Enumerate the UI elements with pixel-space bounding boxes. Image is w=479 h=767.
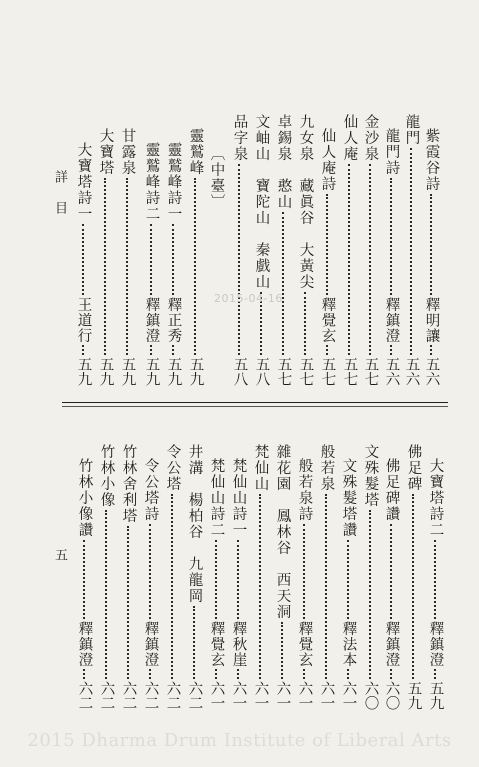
toc-entry: [428, 458, 443, 710]
dot-leader: [82, 224, 84, 295]
toc-entry: [120, 128, 135, 386]
entry-page: 五八: [231, 357, 248, 386]
entry-title: 令公塔詩: [142, 458, 159, 522]
toc-entry: [384, 128, 399, 386]
dot-leader: [326, 345, 328, 355]
page-divider: [62, 402, 448, 403]
dot-leader: [410, 148, 412, 355]
entry-title: 文殊髮塔: [362, 444, 379, 508]
entry-title: 靈鷲峰詩二: [143, 142, 160, 222]
toc-entry: [342, 114, 357, 386]
toc-entry: [253, 444, 268, 710]
dot-leader: [83, 540, 85, 619]
dot-leader: [430, 194, 432, 295]
entry-page: 五九: [187, 357, 204, 386]
entry-page: 五七: [275, 357, 292, 386]
entry-page: 六二: [164, 681, 181, 710]
entry-page: 六〇: [383, 681, 400, 710]
entry-title: 竹林舍利塔: [120, 444, 137, 524]
toc-entry: [254, 114, 269, 386]
entry-title: 梵仙山詩一: [230, 458, 247, 538]
entry-page: 五七: [341, 357, 358, 386]
toc-entry: [320, 128, 335, 386]
entry-title: 令公塔: [164, 444, 181, 492]
dot-leader: [193, 606, 195, 679]
entry-page: 五九: [143, 357, 160, 386]
entry-page: 五九: [97, 357, 114, 386]
entry-title: 仙人庵詩: [319, 128, 336, 192]
toc-entry: [363, 444, 378, 710]
dot-leader: [172, 224, 174, 295]
entry-author: 王道行: [75, 296, 92, 343]
dot-leader: [172, 345, 174, 355]
entry-page: 五七: [362, 357, 379, 386]
entry-title: 般若泉: [318, 444, 335, 492]
entry-author: 釋鎮澄: [76, 620, 93, 667]
dot-leader: [412, 494, 414, 679]
entry-title: 佛足碑: [405, 444, 422, 492]
entry-page: 六二: [76, 681, 93, 710]
entry-title: 龍門: [403, 114, 420, 146]
side-label: 詳目: [52, 170, 67, 232]
dot-leader: [82, 345, 84, 355]
entry-author: 釋鎮澄: [427, 620, 444, 667]
dot-leader: [150, 345, 152, 355]
entry-page: 六一: [230, 681, 247, 710]
entry-author: 釋秋崖: [230, 620, 247, 667]
entry-author: 釋明讓: [423, 296, 440, 343]
entry-title: 竹林小像讚: [76, 458, 93, 538]
dot-leader: [237, 540, 239, 619]
entry-title: 井溝 楊柏谷 九龍岡: [186, 444, 203, 604]
entry-page: 六二: [186, 681, 203, 710]
entry-title: 九女泉 藏眞谷 大黃尖: [297, 114, 314, 290]
entry-author: 釋覺玄: [319, 296, 336, 343]
dot-leader: [127, 526, 129, 679]
dot-leader: [126, 178, 128, 355]
entry-title: 佛足碑讚: [383, 458, 400, 522]
entry-page: 六一: [296, 681, 313, 710]
entry-title: 梵仙山詩二: [208, 458, 225, 538]
toc-entry: [319, 444, 334, 710]
entry-page: 五九: [75, 357, 92, 386]
entry-author: 釋正秀: [165, 296, 182, 343]
entry-page: 五六: [403, 357, 420, 386]
date-stamp: 2015-04-16: [214, 292, 283, 305]
page-number: 五: [52, 548, 67, 561]
toc-entry: [406, 444, 421, 710]
entry-title: 文殊髮塔讚: [340, 458, 357, 538]
toc-entry: [98, 128, 113, 386]
dot-leader: [238, 164, 240, 355]
toc-entry: [209, 458, 224, 710]
entry-page: 六一: [340, 681, 357, 710]
entry-page: 六一: [208, 681, 225, 710]
dot-leader: [282, 212, 284, 355]
toc-entry: [297, 458, 312, 710]
dot-leader: [326, 194, 328, 295]
toc-entry: [99, 444, 114, 710]
entry-title: 甘露泉: [119, 128, 136, 176]
entry-title: 竹林小像: [98, 444, 115, 508]
dot-leader: [390, 669, 392, 679]
toc-entry: [404, 114, 419, 386]
entry-page: 六二: [142, 681, 159, 710]
entry-page: 五七: [297, 357, 314, 386]
toc-entry: [165, 444, 180, 710]
entry-page: 五六: [383, 357, 400, 386]
dot-leader: [325, 494, 327, 679]
toc-entry: [76, 142, 91, 386]
watermark: 2015 Dharma Drum Institute of Liberal Arts: [27, 730, 452, 751]
entry-page: 五九: [405, 681, 422, 710]
dot-leader: [303, 524, 305, 619]
entry-title: 雜花園 鳳林谷 西天洞: [274, 444, 291, 620]
entry-title: 靈鷲峰: [187, 128, 204, 176]
toc-entry: [424, 128, 439, 386]
entry-title: 龍門詩: [383, 128, 400, 176]
dot-leader: [304, 292, 306, 355]
toc-entry: [121, 444, 136, 710]
entry-page: 六一: [318, 681, 335, 710]
entry-author: 釋鎮澄: [383, 620, 400, 667]
entry-page: 五九: [427, 681, 444, 710]
dot-leader: [237, 669, 239, 679]
dot-leader: [390, 178, 392, 295]
entry-title: 文岫山 寶陀山 秦戲山: [253, 114, 270, 290]
dot-leader: [369, 510, 371, 679]
dot-leader: [390, 524, 392, 619]
toc-entry: [341, 458, 356, 710]
entry-page: 六一: [252, 681, 269, 710]
entry-title: 梵仙山: [252, 444, 269, 492]
entry-author: 釋鎮澄: [142, 620, 159, 667]
toc-entry: [143, 458, 158, 710]
toc-entry: [275, 444, 290, 710]
dot-leader: [347, 540, 349, 619]
entry-title: 品字泉: [231, 114, 248, 162]
entry-page: 五八: [253, 357, 270, 386]
entry-page: 六二: [120, 681, 137, 710]
dot-leader: [369, 164, 371, 355]
toc-entry: [77, 458, 92, 710]
dot-leader: [259, 494, 261, 679]
entry-author: 釋覺玄: [208, 620, 225, 667]
entry-title: 大寶塔詩二: [427, 458, 444, 538]
entry-author: 釋覺玄: [296, 620, 313, 667]
entry-title: 大寶塔詩一: [75, 142, 92, 222]
section-heading: [209, 146, 224, 210]
entry-page: 六二: [98, 681, 115, 710]
entry-page: 五九: [165, 357, 182, 386]
dot-leader: [390, 345, 392, 355]
dot-leader: [194, 178, 196, 355]
entry-title: 大寶塔: [97, 128, 114, 176]
dot-leader: [149, 669, 151, 679]
entry-title: 紫霞谷詩: [423, 128, 440, 192]
entry-title: 卓錫泉 憨山: [275, 114, 292, 210]
entry-author: 釋鎮澄: [143, 296, 160, 343]
dot-leader: [104, 178, 106, 355]
entry-title: 金沙泉: [362, 114, 379, 162]
toc-entry: [363, 114, 378, 386]
entry-author: 釋鎮澄: [383, 296, 400, 343]
toc-entry: [384, 458, 399, 710]
dot-leader: [149, 524, 151, 619]
toc-entry: [231, 458, 246, 710]
toc-entry: [187, 444, 202, 710]
entry-page: 六〇: [362, 681, 379, 710]
entry-title: 般若泉詩: [296, 458, 313, 522]
section-heading-text: 〔中臺〕: [208, 146, 225, 210]
entry-page: 六一: [274, 681, 291, 710]
page-divider-thin: [62, 406, 448, 407]
dot-leader: [215, 540, 217, 619]
dot-leader: [434, 669, 436, 679]
dot-leader: [215, 669, 217, 679]
dot-leader: [347, 669, 349, 679]
entry-page: 五九: [119, 357, 136, 386]
entry-title: 靈鷲峰詩一: [165, 142, 182, 222]
dot-leader: [83, 669, 85, 679]
toc-entry: [232, 114, 247, 386]
dot-leader: [171, 494, 173, 679]
dot-leader: [430, 345, 432, 355]
toc-entry: [188, 128, 203, 386]
entry-author: 釋法本: [340, 620, 357, 667]
entry-title: 仙人庵: [341, 114, 358, 162]
toc-entry: [276, 114, 291, 386]
dot-leader: [348, 164, 350, 355]
dot-leader: [150, 224, 152, 295]
dot-leader: [434, 540, 436, 619]
entry-page: 五六: [423, 357, 440, 386]
dot-leader: [281, 622, 283, 679]
dot-leader: [303, 669, 305, 679]
toc-entry: [298, 114, 313, 386]
toc-entry: [144, 142, 159, 386]
entry-page: 五七: [319, 357, 336, 386]
toc-entry: [166, 142, 181, 386]
dot-leader: [105, 510, 107, 679]
